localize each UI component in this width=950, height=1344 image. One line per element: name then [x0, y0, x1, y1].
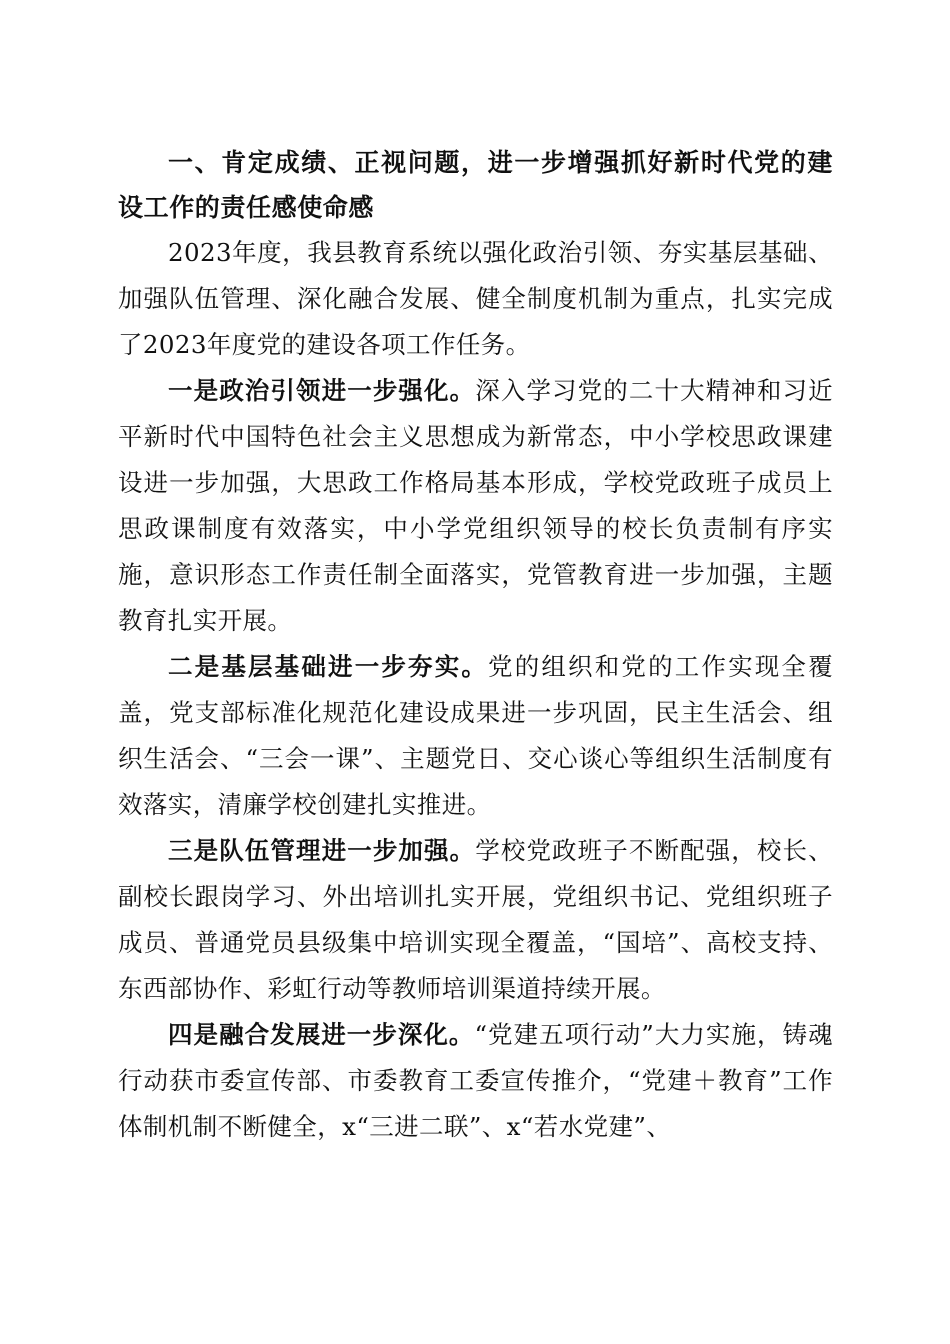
paragraph-grassroots-foundation: [118, 644, 833, 828]
paragraph-team-management: [118, 828, 833, 1012]
section-heading: 一、肯定成绩、正视问题，进一步增强抓好新时代党的建设工作的责任感使命感: [118, 148, 833, 222]
intro-paragraph: 2023年度，我县教育系统以强化政治引领、夯实基层基础、加强队伍管理、深化融合发展、健全制度机制为重点，扎实完成了2023年度党的建设各项工作任务。: [118, 238, 833, 359]
document-body: [118, 140, 833, 1150]
paragraph-body: 深入学习党的二十大精神和习近平新时代中国特色社会主义思想成为新常态，中小学校思政课建设进一步加强，大思政工作格局基本形成，学校党政班子成员上思政课制度有效落实，中小学党组织领导的校长负责制有序实施，意识形态工作责任制全面落实，党管教育进一步加强，主题教育扎实开展。: [118, 376, 833, 635]
paragraph-body: “党建五项行动”大力实施，铸魂行动获市委宣传部、市委教育工委宣传推介，“党建＋教育”工作体制机制不断健全，x“三进二联”、x“若水党建”、: [118, 1020, 833, 1141]
paragraph-body: 党的组织和党的工作实现全覆盖，党支部标准化规范化建设成果进一步巩固，民主生活会、组织生活会、“三会一课”、主题党日、交心谈心等组织生活制度有效落实，清廉学校创建扎实推进。: [118, 652, 833, 819]
paragraph-body: 学校党政班子不断配强，校长、副校长跟岗学习、外出培训扎实开展，党组织书记、党组织班子成员、普通党员县级集中培训实现全覆盖，“国培”、高校支持、东西部协作、彩虹行动等教师培训渠道持续开展。: [118, 836, 833, 1003]
paragraph-integrated-development: [118, 1012, 833, 1150]
paragraph-lead: 二是基层基础进一步夯实。: [168, 652, 489, 681]
paragraph-lead: 四是融合发展进一步深化。: [168, 1020, 475, 1049]
paragraph-political-guidance: [118, 368, 833, 644]
paragraph-lead: 三是队伍管理进一步加强。: [168, 836, 476, 865]
paragraph-lead: 一是政治引领进一步强化。: [168, 376, 476, 405]
